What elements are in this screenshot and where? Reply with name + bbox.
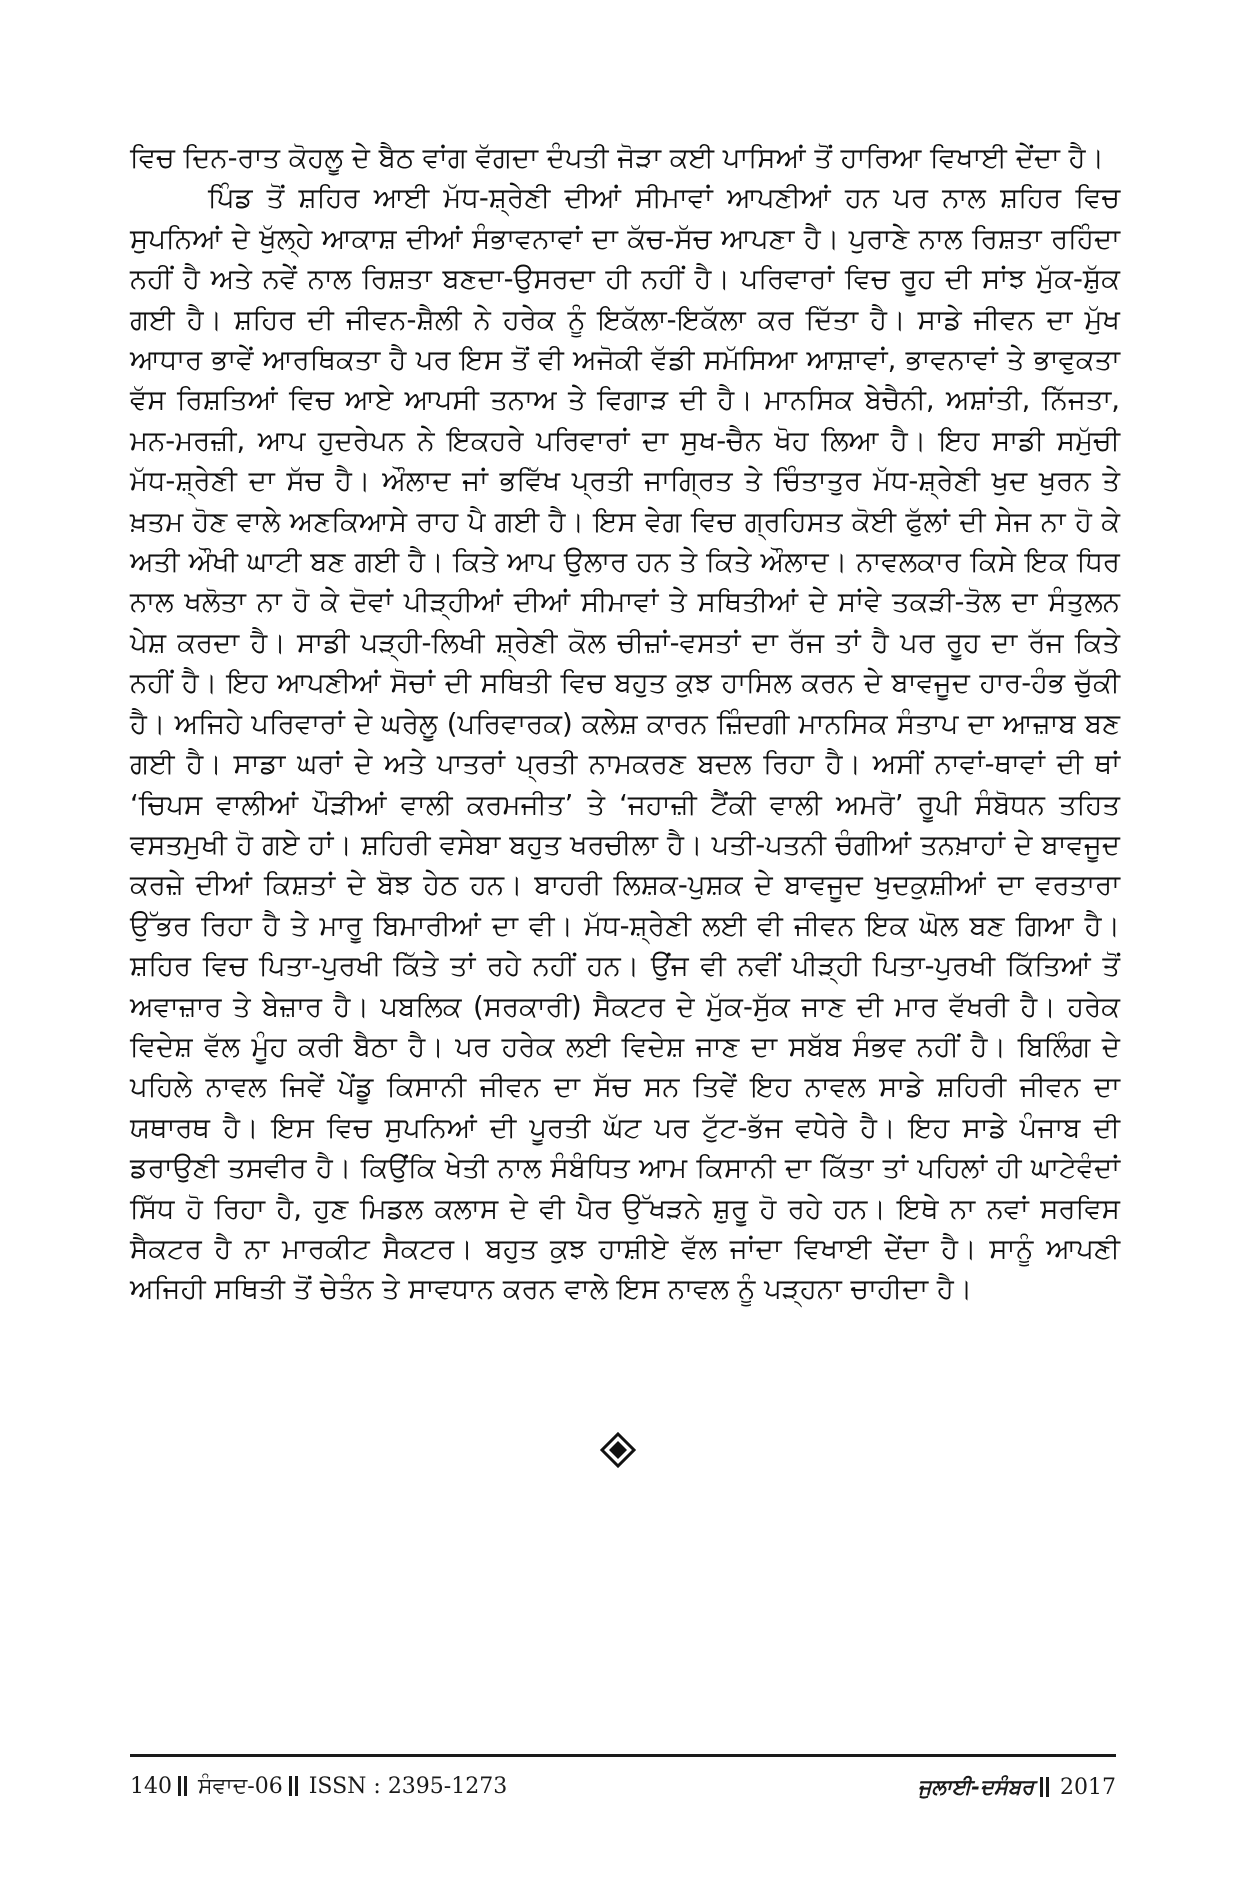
paragraph-1: ਵਿਚ ਦਿਨ-ਰਾਤ ਕੋਹਲੂ ਦੇ ਬੈਠ ਵਾਂਗ ਵੱਗਦਾ ਦੰਪਤੀ ਜੋੜਾ ਕਈ ਪਾਸਿਆਂ ਤੋਂ ਹਾਰਿਆ ਵਿਖਾਈ ਦੇਂਦਾ ਹੈ। xyxy=(130,142,1105,174)
page-number: 140 xyxy=(130,1774,172,1799)
issue-year: 2017 xyxy=(1060,1775,1116,1800)
double-bar-separator-icon xyxy=(178,1773,192,1793)
footer-rule xyxy=(130,1754,1116,1757)
diamond-ornament-icon xyxy=(600,1432,636,1468)
footer-left xyxy=(130,1770,507,1804)
article-body xyxy=(130,138,1120,1310)
double-bar-separator-icon xyxy=(289,1773,303,1793)
issn: ISSN : 2395-1273 xyxy=(308,1774,508,1799)
double-bar-separator-icon xyxy=(1040,1774,1054,1794)
paragraph-2: ਪਿੰਡ ਤੋਂ ਸ਼ਹਿਰ ਆਈ ਮੱਧ-ਸ਼੍ਰੇਣੀ ਦੀਆਂ ਸੀਮਾਵਾਂ ਆਪਣੀਆਂ ਹਨ ਪਰ ਨਾਲ ਸ਼ਹਿਰ ਵਿਚ ਸੁਪਨਿਆਂ ਦੇ ਖੁੱਲ੍ਹੇ ਆਕਾਸ਼ ਦੀਆਂ ਸੰਭਾਵਨਾਵਾਂ ਦਾ ਕੱਚ-ਸੱਚ ਆਪਣਾ ਹੈ। ਪੁਰਾਣੇ ਨਾਲ ਰਿਸ਼ਤਾ ਰਹਿੰਦਾ ਨਹੀਂ ਹੈ ਅਤੇ ਨਵੇਂ ਨਾਲ ਰਿਸ਼ਤਾ ਬਣਦਾ-ਉਸਰਦਾ ਹੀ ਨਹੀਂ ਹੈ। ਪਰਿਵਾਰਾਂ ਵਿਚ ਰੂਹ ਦੀ ਸਾਂਝ ਮੁੱਕ-ਸ਼ੁੱਕ ਗਈ ਹੈ। ਸ਼ਹਿਰ ਦੀ ਜੀਵਨ-ਸ਼ੈਲੀ ਨੇ ਹਰੇਕ ਨੂੰ ਇਕੱਲਾ-ਇਕੱਲਾ ਕਰ ਦਿੱਤਾ ਹੈ। ਸਾਡੇ ਜੀਵਨ ਦਾ ਮੁੱਖ ਆਧਾਰ ਭਾਵੇਂ ਆਰਥਿਕਤਾ ਹੈ ਪਰ ਇਸ ਤੋਂ ਵੀ ਅਜੋਕੀ ਵੱਡੀ ਸਮੱਸਿਆ ਆਸ਼ਾਵਾਂ, ਭਾਵਨਾਵਾਂ ਤੇ ਭਾਵੁਕਤਾ ਵੱਸ ਰਿਸ਼ਤਿਆਂ ਵਿਚ ਆਏ ਆਪਸੀ ਤਨਾਅ ਤੇ ਵਿਗਾੜ ਦੀ ਹੈ। ਮਾਨਸਿਕ ਬੇਚੈਨੀ, ਅਸ਼ਾਂਤੀ, ਨਿੱਜਤਾ, ਮਨ-ਮਰਜ਼ੀ, ਆਪ ਹੁਦਰੇਪਨ ਨੇ ਇਕਹਰੇ ਪਰਿਵਾਰਾਂ ਦਾ ਸੁਖ-ਚੈਨ ਖੋਹ ਲਿਆ ਹੈ। ਇਹ ਸਾਡੀ ਸਮੁੱਚੀ ਮੱਧ-ਸ਼੍ਰੇਣੀ ਦਾ ਸੱਚ ਹੈ। ਔਲਾਦ ਜਾਂ ਭਵਿੱਖ ਪ੍ਰਤੀ ਜਾਗ੍ਰਿਤ ਤੇ ਚਿੰਤਾਤੁਰ ਮੱਧ-ਸ਼੍ਰੇਣੀ ਖੁਦ ਖੁਰਨ ਤੇ ਖ਼ਤਮ ਹੋਣ ਵਾਲੇ ਅਣਕਿਆਸੇ ਰਾਹ ਪੈ ਗਈ ਹੈ। ਇਸ ਵੇਗ ਵਿਚ ਗ੍ਰਹਿਸਤ ਕੋਈ ਫੁੱਲਾਂ ਦੀ ਸੇਜ ਨਾ ਹੋ ਕੇ ਅਤੀ ਔਖੀ ਘਾਟੀ ਬਣ ਗਈ ਹੈ। ਕਿਤੇ ਆਪ ਉਲਾਰ ਹਨ ਤੇ ਕਿਤੇ ਔਲਾਦ। ਨਾਵਲਕਾਰ ਕਿਸੇ ਇਕ ਧਿਰ ਨਾਲ ਖਲੋਤਾ ਨਾ ਹੋ ਕੇ ਦੋਵਾਂ ਪੀੜ੍ਹੀਆਂ ਦੀਆਂ ਸੀਮਾਵਾਂ ਤੇ ਸਥਿਤੀਆਂ ਦੇ ਸਾਂਵੇ ਤਕੜੀ-ਤੋਲ ਦਾ ਸੰਤੁਲਨ ਪੇਸ਼ ਕਰਦਾ ਹੈ। ਸਾਡੀ ਪੜ੍ਹੀ-ਲਿਖੀ ਸ਼੍ਰੇਣੀ ਕੋਲ ਚੀਜ਼ਾਂ-ਵਸਤਾਂ ਦਾ ਰੱਜ ਤਾਂ ਹੈ ਪਰ ਰੂਹ ਦਾ ਰੱਜ ਕਿਤੇ ਨਹੀਂ ਹੈ। ਇਹ ਆਪਣੀਆਂ ਸੋਚਾਂ ਦੀ ਸਥਿਤੀ ਵਿਚ ਬਹੁਤ ਕੁਝ ਹਾਸਿਲ ਕਰਨ ਦੇ ਬਾਵਜੂਦ ਹਾਰ-ਹੰਭ ਚੁੱਕੀ ਹੈ। ਅਜਿਹੇ ਪਰਿਵਾਰਾਂ ਦੇ ਘਰੇਲੂ (ਪਰਿਵਾਰਕ) ਕਲੇਸ਼ ਕਾਰਨ ਜ਼ਿੰਦਗੀ ਮਾਨਸਿਕ ਸੰਤਾਪ ਦਾ ਆਜ਼ਾਬ ਬਣ ਗਈ ਹੈ। ਸਾਡਾ ਘਰਾਂ ਦੇ ਅਤੇ ਪਾਤਰਾਂ ਪ੍ਰਤੀ ਨਾਮਕਰਣ ਬਦਲ ਰਿਹਾ ਹੈ। ਅਸੀਂ ਨਾਵਾਂ-ਥਾਵਾਂ ਦੀ ਥਾਂ ‘ਚਿਪਸ ਵਾਲੀਆਂ ਪੌੜੀਆਂ ਵਾਲੀ ਕਰਮਜੀਤ’ ਤੇ ‘ਜਹਾਜ਼ੀ ਟੈਂਕੀ ਵਾਲੀ ਅਮਰੋ’ ਰੂਪੀ ਸੰਬੋਧਨ ਤਹਿਤ ਵਸਤਮੁਖੀ ਹੋ ਗਏ ਹਾਂ। ਸ਼ਹਿਰੀ ਵਸੇਬਾ ਬਹੁਤ ਖਰਚੀਲਾ ਹੈ। ਪਤੀ-ਪਤਨੀ ਚੰਗੀਆਂ ਤਨਖ਼ਾਹਾਂ ਦੇ ਬਾਵਜੂਦ ਕਰਜ਼ੇ ਦੀਆਂ ਕਿਸ਼ਤਾਂ ਦੇ ਬੋਝ ਹੇਠ ਹਨ। ਬਾਹਰੀ ਲਿਸ਼ਕ-ਪੁਸ਼ਕ ਦੇ ਬਾਵਜੂਦ ਖੁਦਕੁਸ਼ੀਆਂ ਦਾ ਵਰਤਾਰਾ ਉੱਭਰ ਰਿਹਾ ਹੈ ਤੇ ਮਾਰੂ ਬਿਮਾਰੀਆਂ ਦਾ ਵੀ। ਮੱਧ-ਸ਼੍ਰੇਣੀ ਲਈ ਵੀ ਜੀਵਨ ਇਕ ਘੋਲ ਬਣ ਗਿਆ ਹੈ। ਸ਼ਹਿਰ ਵਿਚ ਪਿਤਾ-ਪੁਰਖੀ ਕਿੱਤੇ ਤਾਂ ਰਹੇ ਨਹੀਂ ਹਨ। ਉਂਜ ਵੀ ਨਵੀਂ ਪੀੜ੍ਹੀ ਪਿਤਾ-ਪੁਰਖੀ ਕਿੱਤਿਆਂ ਤੋਂ ਅਵਾਜ਼ਾਰ ਤੇ ਬੇਜ਼ਾਰ ਹੈ। ਪਬਲਿਕ (ਸਰਕਾਰੀ) ਸੈਕਟਰ ਦੇ ਮੁੱਕ-ਸੁੱਕ ਜਾਣ ਦੀ ਮਾਰ ਵੱਖਰੀ ਹੈ। ਹਰੇਕ ਵਿਦੇਸ਼ ਵੱਲ ਮੂੰਹ ਕਰੀ ਬੈਠਾ ਹੈ। ਪਰ ਹਰੇਕ ਲਈ ਵਿਦੇਸ਼ ਜਾਣ ਦਾ ਸਬੱਬ ਸੰਭਵ ਨਹੀਂ ਹੈ। ਬਿਲਿੰਗ ਦੇ ਪਹਿਲੇ ਨਾਵਲ ਜਿਵੇਂ ਪੇਂਡੂ ਕਿਸਾਨੀ ਜੀਵਨ ਦਾ ਸੱਚ ਸਨ ਤਿਵੇਂ ਇਹ ਨਾਵਲ ਸਾਡੇ ਸ਼ਹਿਰੀ ਜੀਵਨ ਦਾ ਯਥਾਰਥ ਹੈ। ਇਸ ਵਿਚ ਸੁਪਨਿਆਂ ਦੀ ਪੂਰਤੀ ਘੱਟ ਪਰ ਟੁੱਟ-ਭੱਜ ਵਧੇਰੇ ਹੈ। ਇਹ ਸਾਡੇ ਪੰਜਾਬ ਦੀ ਡਰਾਉਣੀ ਤਸਵੀਰ ਹੈ। ਕਿਉਂਕਿ ਖੇਤੀ ਨਾਲ ਸੰਬੰਧਿਤ ਆਮ ਕਿਸਾਨੀ ਦਾ ਕਿੱਤਾ ਤਾਂ ਪਹਿਲਾਂ ਹੀ ਘਾਟੇਵੰਦਾਂ ਸਿੱਧ ਹੋ ਰਿਹਾ ਹੈ, ਹੁਣ ਮਿਡਲ ਕਲਾਸ ਦੇ ਵੀ ਪੈਰ ਉੱਖੜਨੇ ਸ਼ੁਰੂ ਹੋ ਰਹੇ ਹਨ। ਇਥੇ ਨਾ ਨਵਾਂ ਸਰਵਿਸ ਸੈਕਟਰ ਹੈ ਨਾ ਮਾਰਕੀਟ ਸੈਕਟਰ। ਬਹੁਤ ਕੁਝ ਹਾਸ਼ੀਏ ਵੱਲ ਜਾਂਦਾ ਵਿਖਾਈ ਦੇਂਦਾ ਹੈ। ਸਾਨੂੰ ਆਪਣੀ ਅਜਿਹੀ ਸਥਿਤੀ ਤੋਂ ਚੇਤੰਨ ਤੇ ਸਾਵਧਾਨ ਕਰਨ ਵਾਲੇ ਇਸ ਨਾਵਲ ਨੂੰ ਪੜ੍ਹਨਾ ਚਾਹੀਦਾ ਹੈ। xyxy=(130,182,1120,1306)
footer-right xyxy=(918,1770,1116,1805)
journal-name: ਸੰਵਾਦ-06 xyxy=(198,1774,283,1799)
page-footer xyxy=(130,1770,1116,1804)
issue-months: ਜੁਲਾਈ-ਦਸੰਬਰ xyxy=(917,1775,1034,1799)
